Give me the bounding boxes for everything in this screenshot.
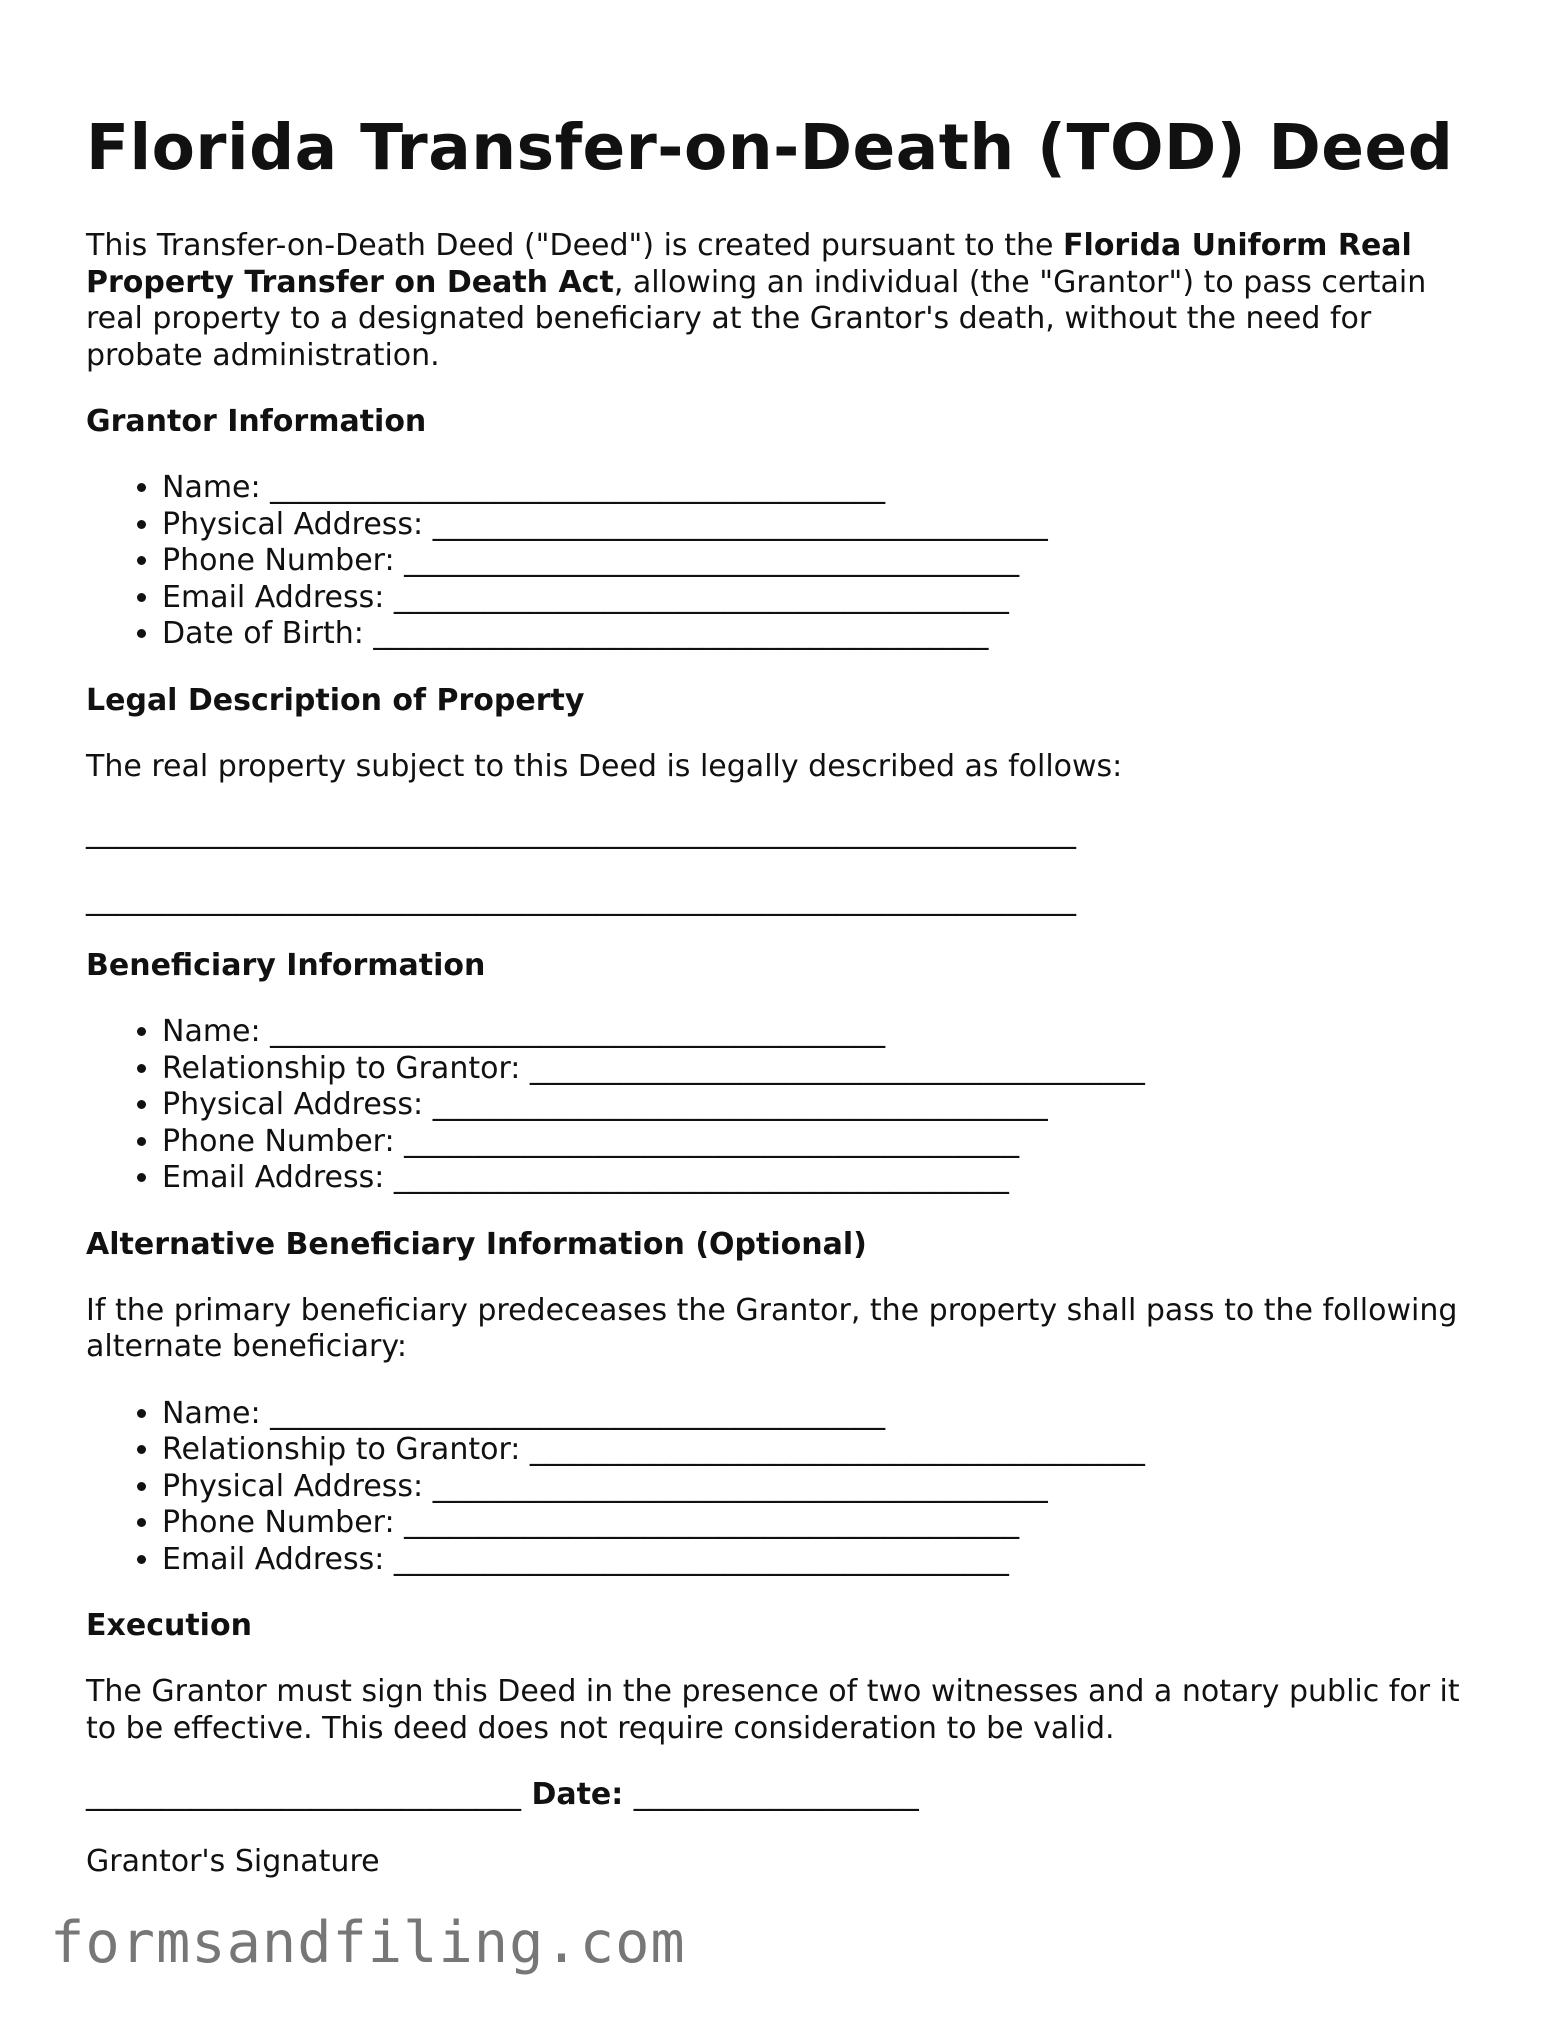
intro-text-end: , allowing an individual (the "Grantor") to pass certain real property to a designated beneficiary at the Grantor's death, without the need for probate administration.	[86, 264, 1427, 373]
property-description-line-2: __________________________________________________________________	[86, 881, 1076, 917]
property-text: The real property subject to this Deed is legally described as follows:	[86, 748, 1123, 784]
signature-blank: _____________________________	[86, 1777, 521, 1812]
beneficiary-heading: Beneficiary Information	[86, 948, 486, 983]
alternative-beneficiary-text: If the primary beneficiary predeceases the Grantor, the property shall pass to the following alternate beneficiary:	[86, 1292, 1458, 1364]
alt-beneficiary-email-field: • Email Address: _________________________________________	[162, 1542, 1486, 1579]
property-heading: Legal Description of Property	[86, 682, 585, 718]
intro-act-name: Florida Uniform Real Property Transfer on Death Act	[86, 228, 1412, 300]
intro-paragraph	[86, 228, 1486, 374]
beneficiary-list	[86, 1014, 1486, 1197]
beneficiary-email-field: • Email Address: _________________________________________	[162, 1160, 1486, 1197]
grantor-dob-field: • Date of Birth: _________________________________________	[162, 616, 1486, 653]
alternative-beneficiary-list	[86, 1396, 1486, 1579]
alt-beneficiary-name-field: • Name: _________________________________________	[162, 1396, 1486, 1433]
execution-heading: Execution	[86, 1608, 252, 1643]
execution-text: The Grantor must sign this Deed in the presence of two witnesses and a notary public for it to be effective. This deed does not require consideration to be valid.	[86, 1674, 1460, 1746]
beneficiary-phone-field: • Phone Number: _________________________________________	[162, 1124, 1486, 1161]
grantor-phone-field: • Phone Number: _________________________________________	[162, 543, 1486, 580]
signature-caption: Grantor's Signature	[86, 1843, 380, 1879]
date-label: Date:	[521, 1777, 634, 1812]
alt-beneficiary-address-field: • Physical Address: _________________________________________	[162, 1469, 1486, 1506]
property-description-line-1: __________________________________________________________________	[86, 815, 1076, 850]
watermark: formsandfiling.com	[50, 1910, 686, 1976]
beneficiary-relationship-field: • Relationship to Grantor: _________________________________________	[162, 1051, 1486, 1088]
document-page	[86, 108, 1486, 1880]
beneficiary-name-field: • Name: _________________________________________	[162, 1014, 1486, 1051]
beneficiary-address-field: • Physical Address: _________________________________________	[162, 1087, 1486, 1124]
alt-beneficiary-relationship-field: • Relationship to Grantor: _________________________________________	[162, 1432, 1486, 1469]
grantor-list	[86, 470, 1486, 653]
signature-date-line	[86, 1777, 1486, 1814]
alt-beneficiary-phone-field: • Phone Number: _________________________________________	[162, 1505, 1486, 1542]
alternative-beneficiary-heading: Alternative Beneficiary Information (Optional)	[86, 1226, 867, 1262]
date-blank: ___________________	[633, 1777, 919, 1812]
intro-text-start: This Transfer-on-Death Deed ("Deed") is created pursuant to the	[86, 228, 1064, 263]
grantor-address-field: • Physical Address: _________________________________________	[162, 507, 1486, 544]
grantor-heading: Grantor Information	[86, 404, 427, 439]
grantor-name-field: • Name: _________________________________________	[162, 470, 1486, 507]
document-title: Florida Transfer-on-Death (TOD) Deed	[86, 111, 1454, 184]
grantor-email-field: • Email Address: _________________________________________	[162, 580, 1486, 617]
